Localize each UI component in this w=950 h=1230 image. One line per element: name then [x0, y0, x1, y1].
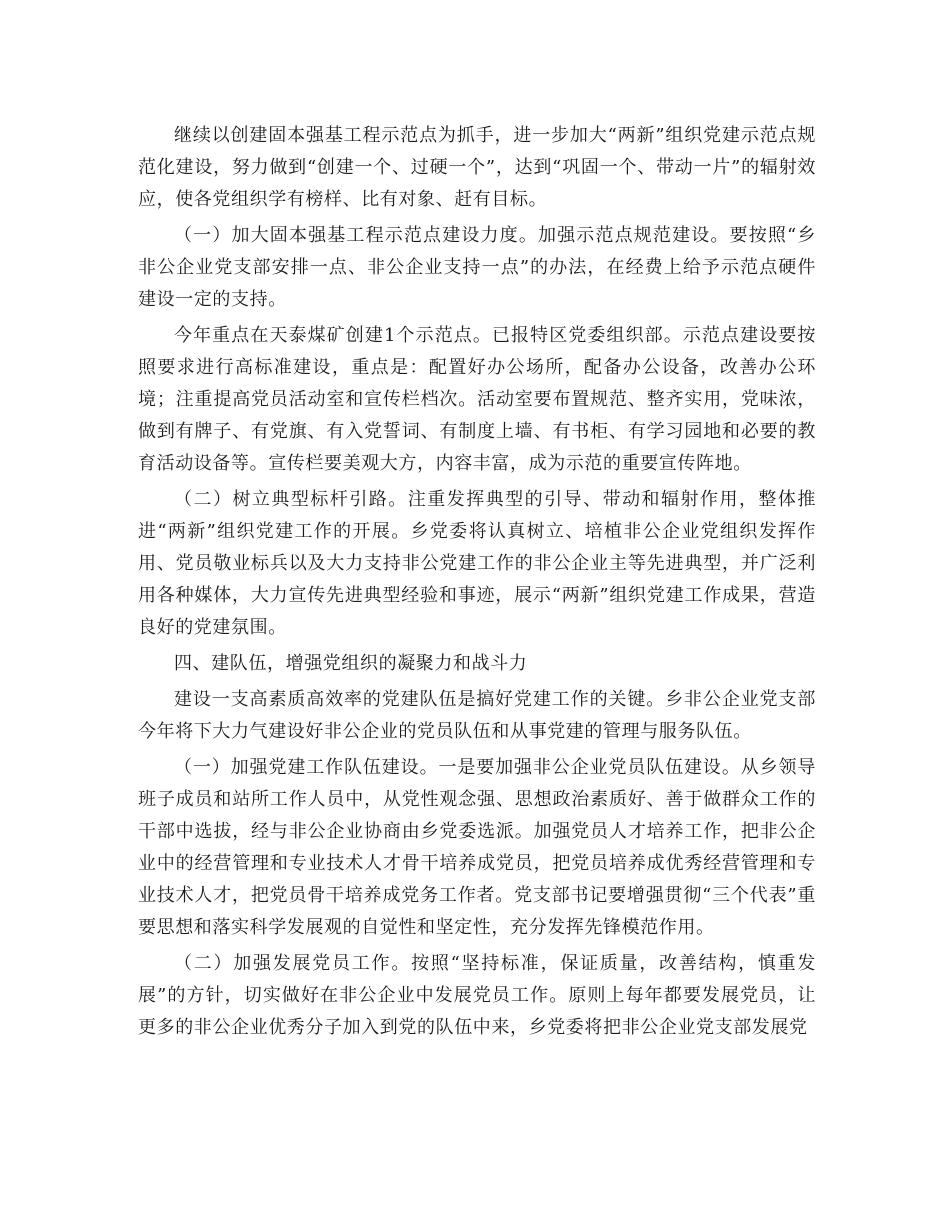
heading-team-building: 四、建队伍，增强党组织的凝聚力和战斗力: [174, 653, 528, 674]
paragraph-team-section-1: （一）加强党建工作队伍建设。一是要加强非公企业党员队伍建设。从乡领导班子成员和站所工作人员中，从党性观念强、思想政治素质好、善于做群众工作的干部中选拔，经与非公企业协商由乡党委选派。加强党员人才培养工作，把非公企业中的经营管理和专业技术人才骨干培养成党员，把党员培养成优秀经营管理和专业技术人才，把党员骨干培养成党务工作者。党支部书记要增强贯彻“三个代表”重要思想和落实科学发展观的自觉性和坚定性，充分发挥先锋模范作用。: [138, 757, 816, 938]
paragraph-demo-site: 今年重点在天泰煤矿创建1个示范点。已报特区党委组织部。示范点建设要按照要求进行高标准建设，重点是：配置好办公场所，配备办公设备，改善办公环境；注重提高党员活动室和宣传栏档次。活动室要布置规范、整齐实用，党味浓，做到有牌子、有党旗、有入党誓词、有制度上墙、有书柜、有学习园地和必要的教育活动设备等。宣传栏要美观大方，内容丰富，成为示范的重要宣传阵地。: [138, 325, 816, 474]
paragraph-section-1: （一）加大固本强基工程示范点建设力度。加强示范点规范建设。要按照“乡非公企业党支部安排一点、非公企业支持一点”的办法，在经费上给予示范点硬件建设一定的支持。: [138, 225, 816, 310]
document-page: [138, 120, 816, 1048]
paragraph-section-2: （二）树立典型标杆引路。注重发挥典型的引导、带动和辐射作用，整体推进“两新”组织党建工作的开展。乡党委将认真树立、培植非公企业党组织发挥作用、党员敬业标兵以及大力支持非公党建工作的非公企业主等先进典型，并广泛利用各种媒体，大力宣传先进典型经验和事迹，展示“两新”组织党建工作成果，营造良好的党建氛围。: [138, 489, 816, 638]
paragraph-team-section-2: （二）加强发展党员工作。按照“坚持标准，保证质量，改善结构，慎重发展”的方针，切实做好在非公企业中发展党员工作。原则上每年都要发展党员，让更多的非公企业优秀分子加入到党的队伍中来，乡党委将把非公企业党支部发展党: [138, 953, 816, 1038]
paragraph-intro: 继续以创建固本强基工程示范点为抓手，进一步加大“两新”组织党建示范点规范化建设，努力做到“创建一个、过硬一个”，达到“巩固一个、带动一片”的辐射效应，使各党组织学有榜样、比有对象、赶有目标。: [138, 125, 816, 210]
paragraph-team-intro: 建设一支高素质高效率的党建队伍是搞好党建工作的关键。乡非公企业党支部今年将下大力气建设好非公企业的党员队伍和从事党建的管理与服务队伍。: [138, 689, 816, 742]
